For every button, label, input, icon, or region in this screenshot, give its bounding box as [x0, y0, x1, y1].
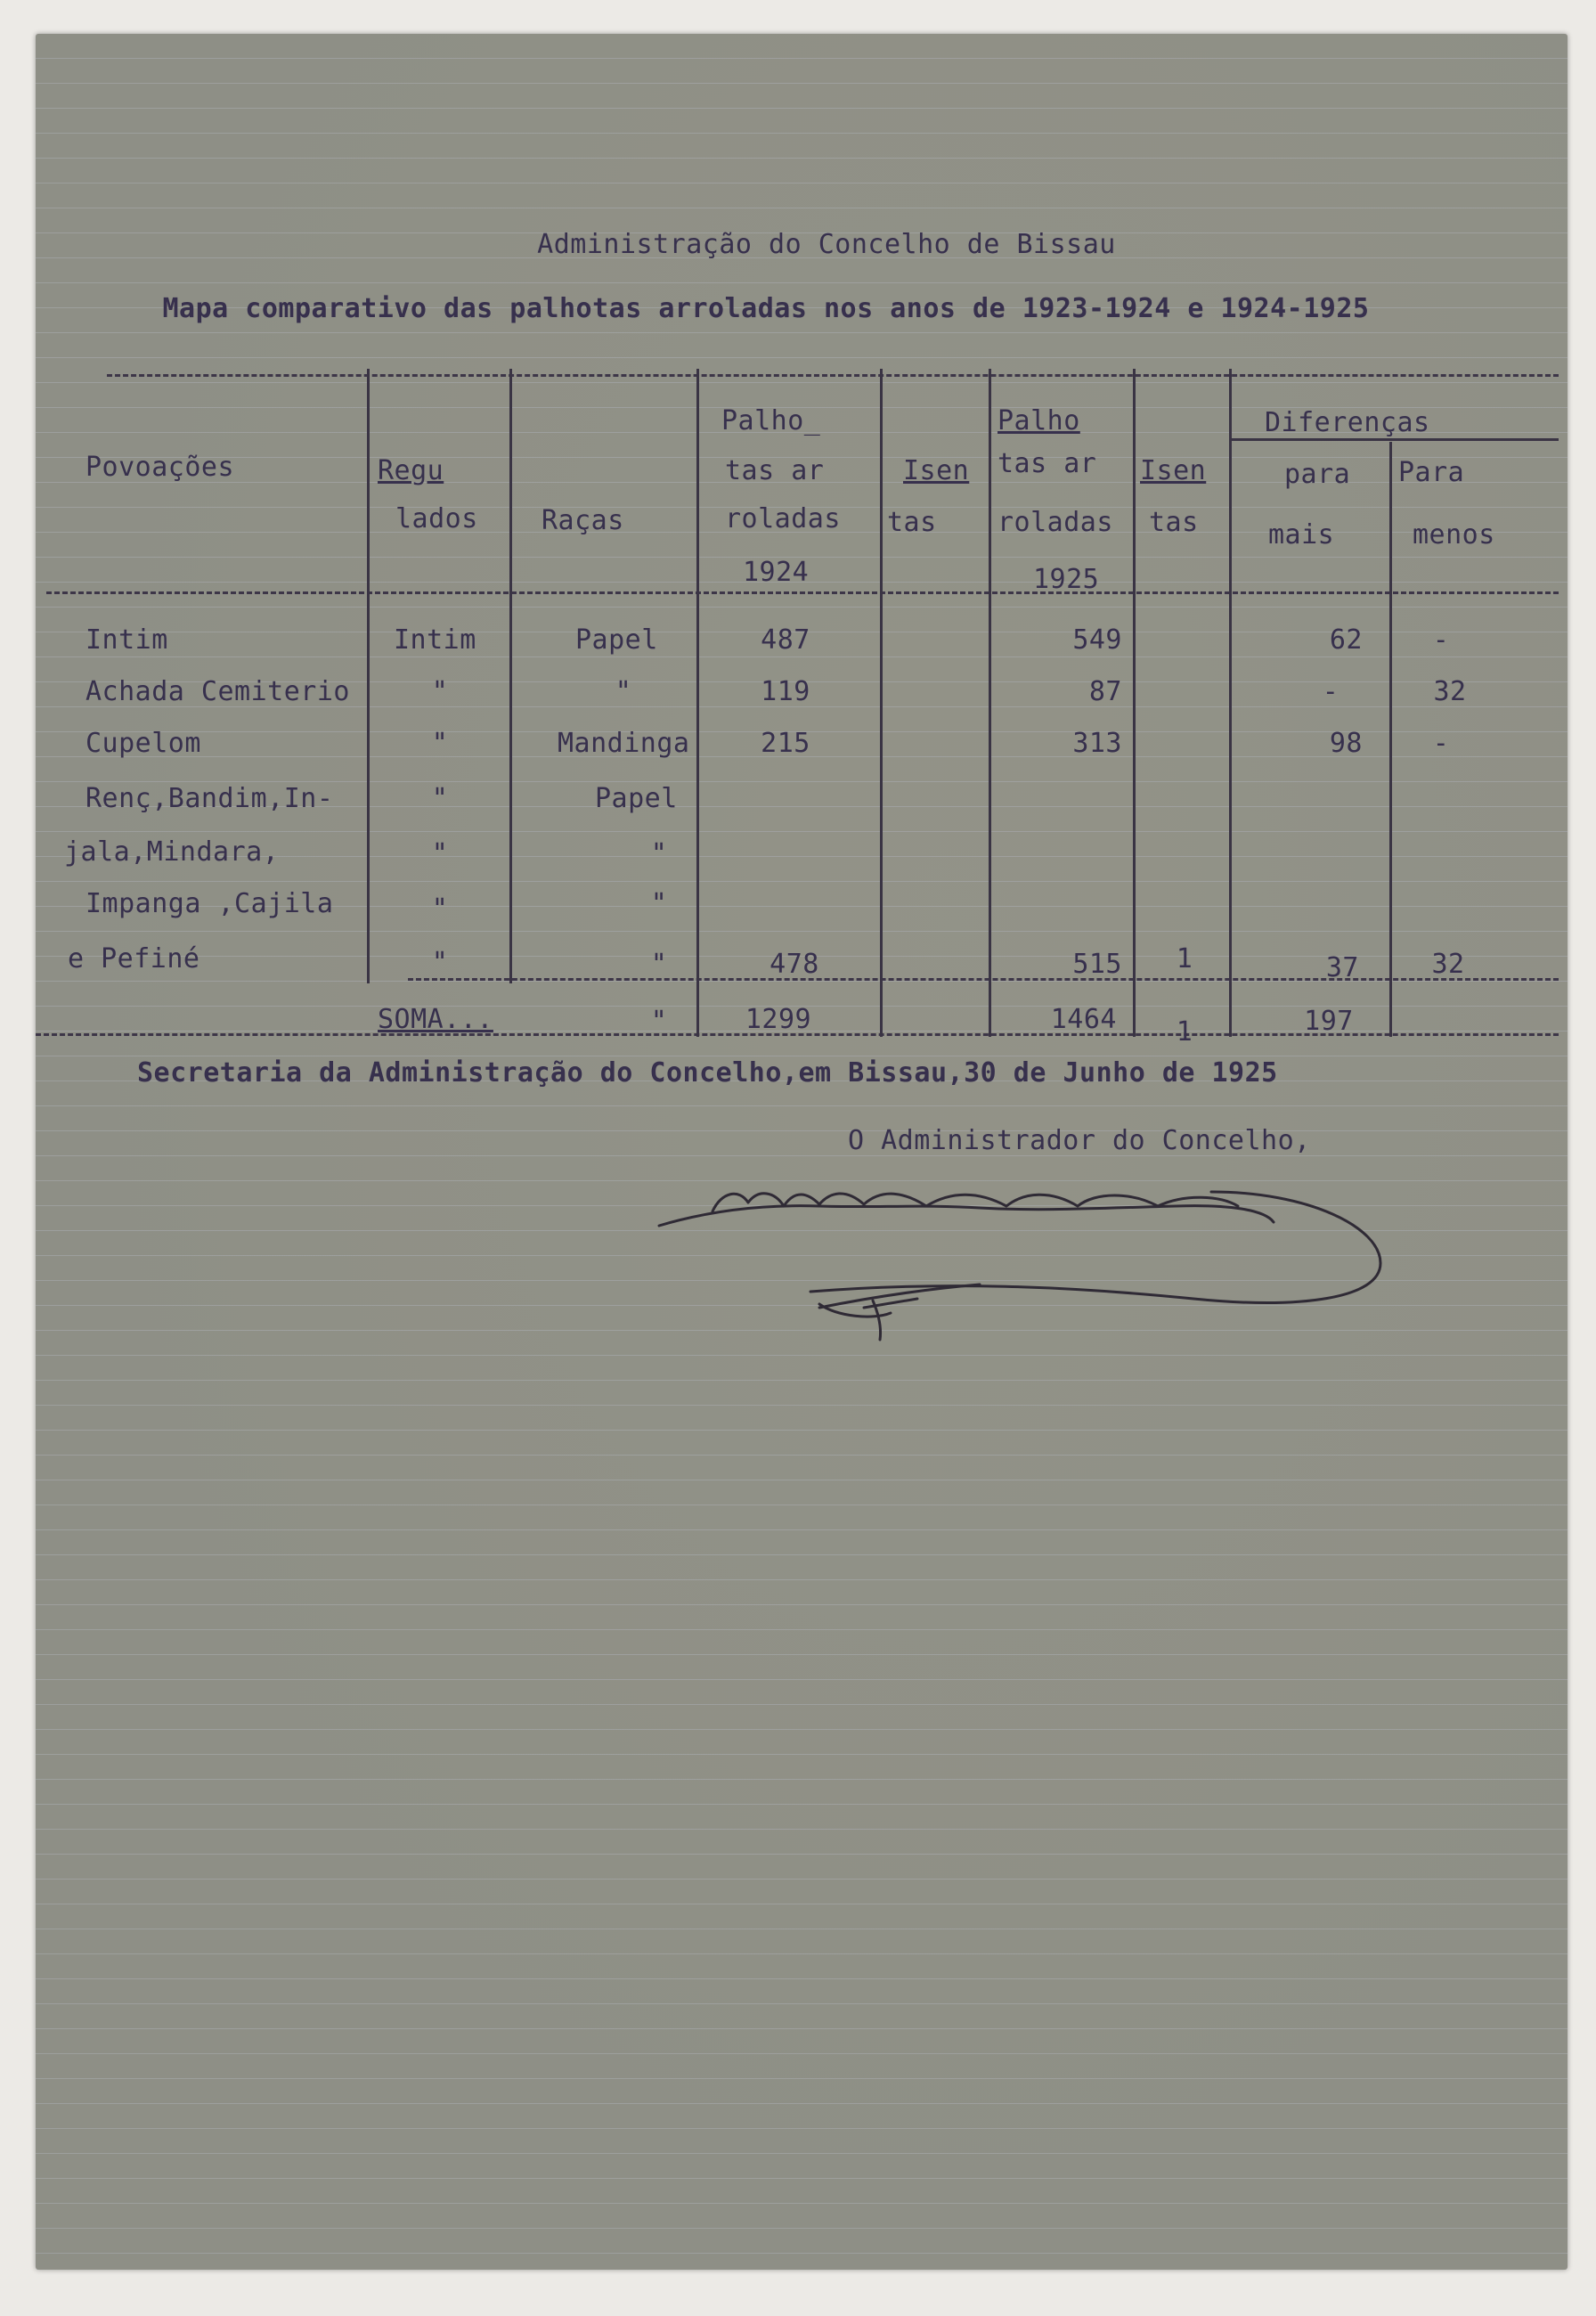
cell-para-menos: -	[1432, 728, 1450, 759]
header-palhotas-1924: Palho_	[721, 405, 821, 436]
header-palhotas-1924: tas ar	[725, 455, 825, 486]
cell-povoacao: e Pefiné	[68, 943, 200, 975]
cell-raca: "	[615, 676, 632, 707]
header-para-menos: Para	[1398, 457, 1465, 488]
cell-raca: "	[650, 949, 668, 980]
header-isentas: tas	[1149, 507, 1199, 538]
document-title: Administração do Concelho de Bissau	[537, 229, 1116, 260]
cell-para-menos: 32	[1431, 949, 1465, 980]
cell-povoacao: Intim	[86, 624, 168, 656]
header-palhotas-1925: tas ar	[998, 448, 1097, 479]
cell-para-menos: 32	[1433, 676, 1467, 707]
total-para-mais: 197	[1304, 1006, 1354, 1037]
header-regulados: Regu	[378, 455, 444, 486]
header-povoacoes: Povoações	[86, 452, 235, 483]
cell-povoacao: jala,Mindara,	[64, 836, 280, 868]
header-palhotas-1924: roladas	[725, 503, 841, 534]
cell-p1924: 487	[761, 624, 810, 656]
cell-isentas: 1	[1176, 943, 1193, 975]
total-p1925: 1464	[1050, 1004, 1117, 1035]
header-diferencas: Diferenças	[1265, 407, 1430, 438]
cell-regulado: "	[431, 947, 449, 978]
total-p1924: 1299	[745, 1004, 812, 1035]
header-racas: Raças	[542, 505, 624, 536]
cell-p1925: 549	[1072, 624, 1122, 656]
header-isentas: tas	[887, 507, 937, 538]
cell-raca: Papel	[595, 783, 678, 814]
cell-raca: Papel	[575, 624, 658, 656]
total-raca: "	[650, 1006, 668, 1037]
cell-povoacao: Cupelom	[86, 728, 201, 759]
cell-p1925: 515	[1072, 949, 1122, 980]
header-para-mais: mais	[1268, 519, 1335, 550]
header-palhotas-1924: 1924	[743, 557, 810, 588]
header-isentas: Isen	[903, 455, 970, 486]
place-date-line: Secretaria da Administração do Concelho,em Bissau,30 de Junho de 1925	[137, 1057, 1278, 1089]
cell-para-mais: 37	[1325, 952, 1359, 983]
cell-para-menos: -	[1432, 624, 1450, 656]
cell-raca: "	[650, 838, 668, 869]
header-isentas: Isen	[1140, 455, 1207, 486]
total-isentas: 1	[1176, 1016, 1193, 1048]
cell-p1924: 215	[761, 728, 810, 759]
header-regulados: lados	[395, 503, 478, 534]
document-subtitle: Mapa comparativo das palhotas arroladas nos anos de 1923-1924 e 1924-1925	[162, 293, 1370, 324]
cell-regulado: "	[431, 728, 449, 759]
total-label: SOMA...	[378, 1004, 493, 1035]
cell-p1924: 119	[761, 676, 810, 707]
cell-p1925: 87	[1088, 676, 1122, 707]
cell-regulado: "	[431, 893, 449, 925]
cell-regulado: "	[431, 838, 449, 869]
handwritten-signature	[36, 34, 1568, 2270]
cell-regulado: "	[431, 676, 449, 707]
header-para-mais: para	[1284, 459, 1351, 490]
cell-povoacao: Achada Cemiterio	[86, 676, 350, 707]
cell-raca: "	[650, 888, 668, 919]
header-palhotas-1925: Palho	[998, 405, 1080, 436]
header-palhotas-1925: roladas	[998, 507, 1113, 538]
cell-povoacao: Renç,Bandim,In-	[86, 783, 334, 814]
cell-povoacao: Impanga ,Cajila	[86, 888, 334, 919]
cell-regulado: "	[431, 783, 449, 814]
header-para-menos: menos	[1413, 519, 1495, 550]
cell-para-mais: 62	[1329, 624, 1363, 656]
header-palhotas-1925: 1925	[1033, 564, 1100, 595]
cell-regulado: Intim	[394, 624, 476, 656]
cell-para-mais: 98	[1329, 728, 1363, 759]
cell-p1925: 313	[1072, 728, 1122, 759]
document-sheet	[36, 34, 1568, 2270]
cell-p1924: 478	[770, 949, 819, 980]
cell-para-mais: -	[1322, 676, 1340, 707]
signatory-title: O Administrador do Concelho,	[848, 1125, 1311, 1156]
cell-raca: Mandinga	[558, 728, 690, 759]
